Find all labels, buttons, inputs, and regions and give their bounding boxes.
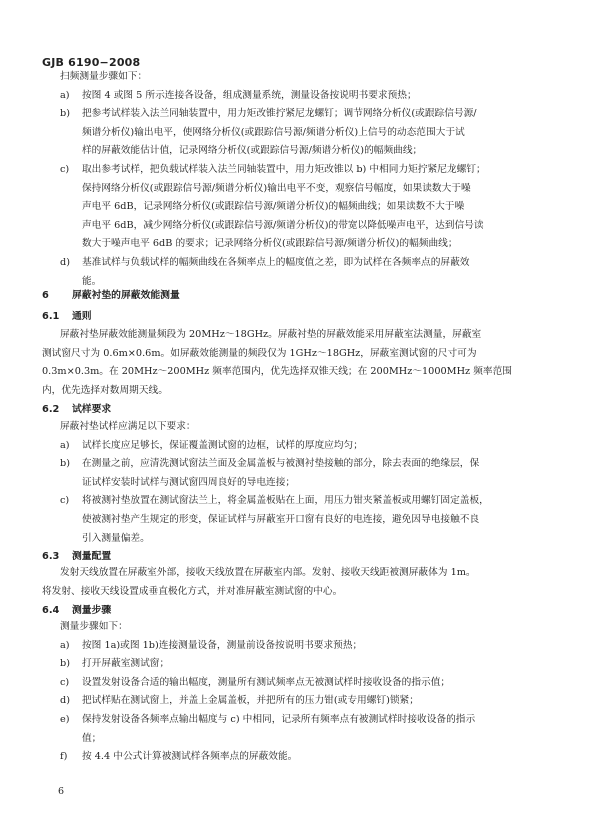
list-line: 把参考试样装入法兰同轴装置中，用力矩改锥拧紧尼龙螺钉；调节网络分析仪(或跟踪信号源/	[82, 108, 477, 120]
list-line: 在测量之前，应清洗测试窗法兰面及金属盖板与被测衬垫接触的部分，除去表面的绝缘层，保	[82, 458, 480, 470]
section-6-1-heading	[42, 308, 542, 326]
list-line: 按 4.4 中公式计算被测试样各频率点的屏蔽效能。	[82, 751, 298, 763]
section-6-3-body	[42, 564, 552, 601]
list-item	[60, 711, 550, 748]
list-line: 按图 4 或图 5 所示连接各设备，组成测量系统，测量设备按说明书要求预热；	[82, 89, 417, 101]
section-title: 通则	[72, 311, 92, 322]
document-code: GJB 6190−2008	[42, 56, 141, 69]
paragraph-line: 发射天线放置在屏蔽室外部，接收天线放置在屏蔽室内部。发射、接收天线距被测屏蔽体为 1m。	[60, 567, 476, 578]
list-line: 能。	[82, 275, 102, 287]
list-line: 值；	[82, 732, 102, 744]
list-item	[60, 455, 550, 492]
list-marker: d)	[60, 695, 70, 707]
section-title: 屏蔽衬垫的屏蔽效能测量	[72, 290, 180, 301]
list-line: 设置发射设备合适的输出幅度，测量所有测试频率点无被测试样时接收设备的指示值；	[82, 676, 451, 688]
list-item	[60, 748, 550, 767]
list-item	[60, 492, 550, 548]
section-number: 6.2	[42, 404, 60, 415]
list-marker: a)	[60, 639, 70, 651]
sweep-intro: 扫频测量步骤如下：	[60, 71, 148, 82]
list-item	[60, 254, 550, 291]
list-line: 打开屏蔽室测试窗；	[82, 658, 170, 670]
paragraph-line: 屏蔽衬垫屏蔽效能测量频段为 20MHz～18GHz。屏蔽衬垫的屏蔽效能采用屏蔽室法测量，屏蔽室	[60, 329, 482, 340]
list-item	[60, 87, 550, 106]
list-line: 基准试样与负载试样的幅频曲线在各频率点上的幅度值之差，即为试样在各频率点的屏蔽效	[82, 256, 470, 268]
list-line: 将被测衬垫放置在测试窗法兰上，将金属盖板贴在上面，用压力钳夹紧盖板或用螺钉固定盖板，	[82, 495, 489, 507]
list-line: 保持网络分析仪(或跟踪信号源/频谱分析仪)输出电平不变，观察信号幅度，如果读数大于噪	[82, 182, 471, 194]
list-marker: e)	[60, 713, 70, 725]
section-6-4-body	[60, 618, 550, 767]
list-line: 频谱分析仪)输出电平，使网络分析仪(或跟踪信号源/频谱分析仪)上信号的动态范围大于试	[82, 126, 465, 138]
paragraph-line: 0.3m×0.3m。在 20MHz～200MHz 频率范围内，优先选择双锥天线；在 200MHz～1000MHz 频率范围	[42, 366, 512, 378]
list-item	[60, 105, 550, 161]
list-line: 保持发射设备各频率点输出幅度与 c) 中相同，记录所有频率点有被测试样时接收设备的指示	[82, 713, 476, 725]
list-marker: a)	[60, 439, 70, 451]
section-intro: 屏蔽衬垫试样应满足以下要求：	[60, 421, 196, 432]
list-item	[60, 692, 550, 711]
section-intro: 测量步骤如下：	[60, 621, 128, 632]
list-item	[60, 637, 550, 656]
list-line: 试样长度应足够长，保证覆盖测试窗的边框，试样的厚度应均匀；	[82, 439, 363, 451]
section-title: 测量配置	[72, 551, 112, 562]
list-marker: f)	[60, 751, 68, 763]
list-item	[60, 674, 550, 693]
section-6-heading	[42, 287, 542, 305]
list-line: 样的屏蔽效能估计值，记录网络分析仪(或跟踪信号源/频谱分析仪)的幅频曲线；	[82, 145, 423, 157]
list-item	[60, 161, 550, 254]
list-item	[60, 655, 550, 674]
list-marker: a)	[60, 89, 70, 101]
section-6-2-body	[60, 418, 550, 548]
section-title: 试样要求	[72, 404, 112, 415]
list-marker: b)	[60, 658, 70, 670]
list-marker: b)	[60, 108, 70, 120]
list-marker: d)	[60, 256, 70, 268]
list-line: 声电平 6dB，记录网络分析仪(或跟踪信号源/频谱分析仪)的幅频曲线；如果读数不大于噪	[82, 201, 465, 213]
paragraph-line: 内，优先选择对数周期天线。	[42, 384, 168, 396]
list-item	[60, 437, 550, 456]
page-number: 6	[58, 786, 65, 797]
list-line: 声电平 6dB，减少网络分析仪(或跟踪信号源/频谱分析仪)的带宽以降低噪声电平，达到信号读	[82, 219, 484, 231]
list-marker: b)	[60, 458, 70, 470]
paragraph-line: 测试窗尺寸为 0.6m×0.6m。如屏蔽效能测量的频段仅为 1GHz～18GHz，屏蔽室测试窗的尺寸可为	[42, 347, 477, 359]
section-number: 6	[42, 290, 49, 301]
list-line: 使被测衬垫产生规定的形变，保证试样与屏蔽室开口窗有良好的电连接，避免因导电接触不良	[82, 513, 480, 525]
list-marker: c)	[60, 495, 70, 507]
list-line: 数大于噪声电平 6dB 的要求；记录网络分析仪(或跟踪信号源/频谱分析仪)的幅频曲线；	[82, 238, 458, 250]
list-line: 引入测量偏差。	[82, 532, 150, 544]
section-number: 6.1	[42, 311, 60, 322]
section-number: 6.3	[42, 551, 60, 562]
list-marker: c)	[60, 676, 70, 688]
sweep-steps	[60, 68, 550, 291]
list-line: 证试样安装时试样与测试窗四周良好的导电连接；	[82, 476, 296, 488]
list-line: 按图 1a)或图 1b)连接测量设备，测量前设备按说明书要求预热；	[82, 639, 363, 651]
paragraph-line: 将发射、接收天线设置成垂直极化方式，并对准屏蔽室测试窗的中心。	[42, 585, 343, 597]
section-title: 测量步骤	[72, 605, 112, 616]
list-marker: c)	[60, 163, 70, 175]
list-line: 取出参考试样，把负载试样装入法兰同轴装置中，用力矩改锥以 b) 中相同力矩拧紧尼龙螺钉；	[82, 163, 486, 175]
section-6-1-body	[42, 326, 552, 400]
section-number: 6.4	[42, 605, 60, 616]
list-line: 把试样贴在测试窗上，并盖上金属盖板，并把所有的压力钳(或专用螺钉)锁紧；	[82, 695, 419, 707]
section-6-2-heading	[42, 401, 542, 419]
